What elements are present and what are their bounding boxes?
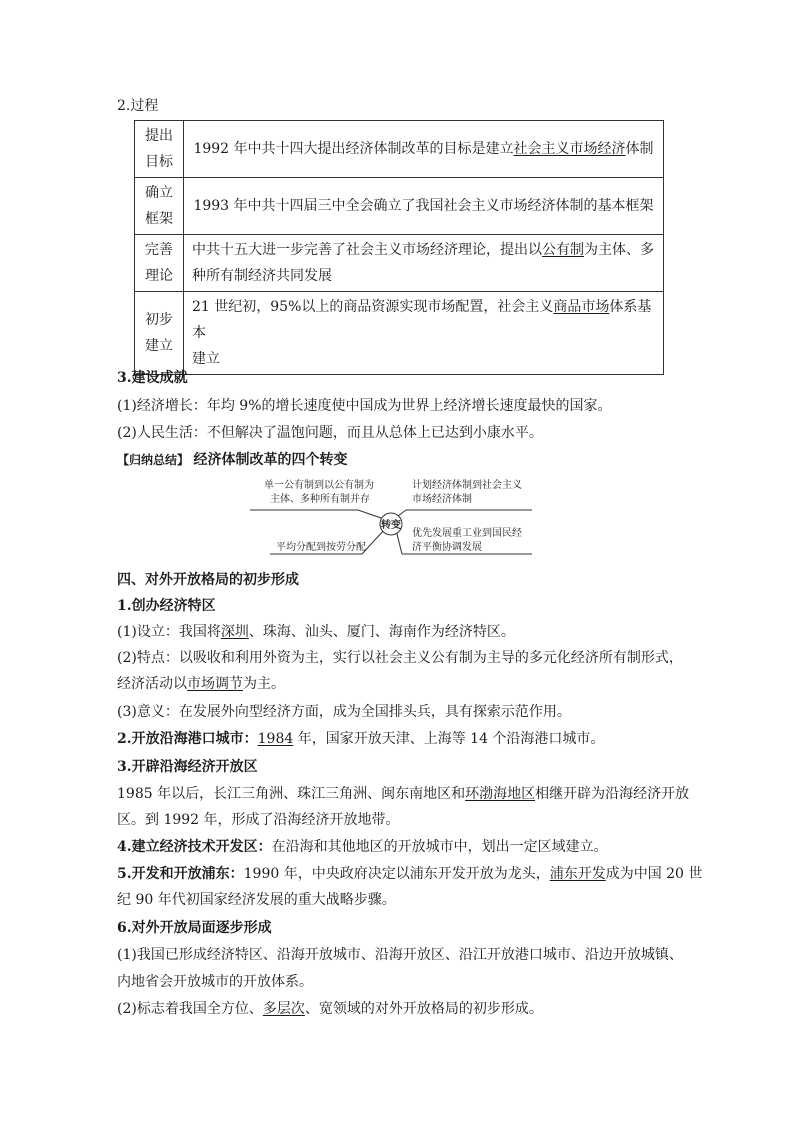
subsection-title: 1.创办经济特区 [117, 598, 216, 614]
diagram-bottom-left: 平均分配到按劳分配 [276, 542, 366, 553]
section-3-title: 3.建设成就 [117, 370, 188, 386]
four-transitions-diagram [240, 474, 540, 564]
section-2-title: 2.过程 [117, 98, 159, 114]
diagram-bottom-right-line2: 济平衡协调发展 [412, 542, 482, 553]
row-key: 完善 理论 [135, 235, 184, 292]
row-value: 1993 年中共十四届三中全会确立了我国社会主义市场经济体制的基本框架 [184, 178, 664, 235]
paragraph: 纪 90 年代初国家经济发展的重大战略步骤。 [117, 892, 396, 908]
paragraph: (3)意义：在发展外向型经济方面，成为全国排头兵，具有探索示范作用。 [117, 704, 571, 720]
section-4-title: 四、对外开放格局的初步形成 [117, 572, 299, 588]
diagram-top-right-line1: 计划经济体制到社会主义 [412, 480, 522, 491]
subsection-title: 5.开发和开放浦东：1990 年，中央政府决定以浦东开发开放为龙头，浦东开发成为中国 20 世 [117, 866, 703, 882]
paragraph: (2)人民生活：不但解决了温饱问题，而且从总体上已达到小康水平。 [117, 425, 543, 441]
paragraph: (1)我国已形成经济特区、沿海开放城市、沿海开放区、沿江开放港口城市、沿边开放城镇、 [117, 947, 683, 963]
paragraph: (2)标志着我国全方位、多层次、宽领域的对外开放格局的初步形成。 [117, 1001, 543, 1017]
subsection-title: 6.对外开放局面逐步形成 [117, 920, 272, 936]
summary-title: 经济体制改革的四个转变 [193, 452, 348, 468]
diagram-top-left-line1: 单一公有制到以公有制为 [264, 480, 374, 491]
paragraph: 经济活动以市场调节为主。 [117, 676, 285, 692]
table-row [135, 121, 664, 178]
paragraph: 区。到 1992 年，形成了沿海经济开放地带。 [117, 812, 400, 828]
row-value: 21 世纪初，95%以上的商品资源实现市场配置，社会主义商品市场体系基本 建立 [184, 292, 664, 375]
subsection-title: 3.开辟沿海经济开放区 [117, 759, 258, 775]
subsection-title: 2.开放沿海港口城市：1984 年，国家开放天津、上海等 14 个沿海港口城市。 [117, 731, 605, 747]
summary-heading [117, 450, 347, 470]
summary-tag: 【归纳总结】 [117, 453, 190, 467]
paragraph: 1985 年以后，长江三角洲、珠江三角洲、闽东南地区和环渤海地区相继开辟为沿海经济开放 [117, 786, 690, 802]
row-key: 确立 框架 [135, 178, 184, 235]
row-value: 1992 年中共十四大提出经济体制改革的目标是建立社会主义市场经济体制 [184, 121, 664, 178]
row-key: 初步 建立 [135, 292, 184, 375]
diagram-center-label: 转变 [381, 520, 401, 531]
paragraph: (2)特点：以吸收和利用外资为主，实行以社会主义公有制为主导的多元化经济所有制形式， [117, 650, 683, 666]
row-key: 提出 目标 [135, 121, 184, 178]
process-table [134, 120, 664, 375]
diagram-top-left-line2: 主体、多种所有制并存 [270, 494, 370, 505]
paragraph: 内地省会开放城市的开放体系。 [117, 974, 313, 990]
diagram-top-right-line2: 市场经济体制 [412, 494, 472, 505]
paragraph: (1)经济增长：年均 9%的增长速度使中国成为世界上经济增长速度最快的国家。 [117, 398, 612, 414]
subsection-title: 4.建立经济技术开发区：在沿海和其他地区的开放城市中，划出一定区域建立。 [117, 839, 608, 855]
table-row [135, 235, 664, 292]
diagram-bottom-right-line1: 优先发展重工业到国民经 [412, 528, 522, 539]
paragraph: (1)设立：我国将深圳、珠海、汕头、厦门、海南作为经济特区。 [117, 624, 515, 640]
row-value: 中共十五大进一步完善了社会主义市场经济理论，提出以公有制为主体、多 种所有制经济共同发展 [184, 235, 664, 292]
table-row [135, 178, 664, 235]
table-row [135, 292, 664, 375]
